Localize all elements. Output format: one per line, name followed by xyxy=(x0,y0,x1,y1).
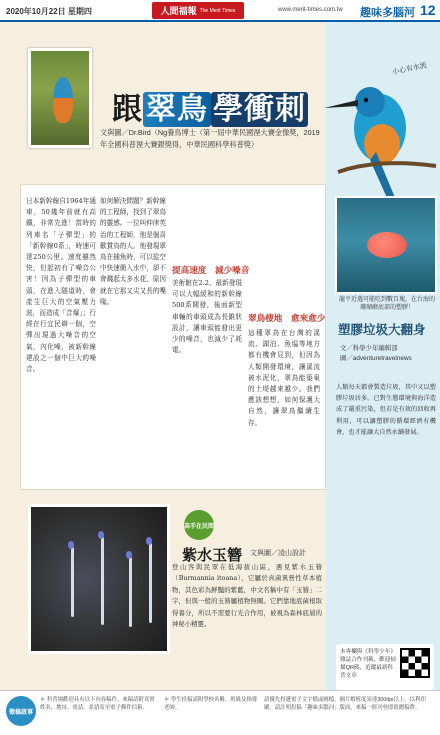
section-name: 趣味多腦河 xyxy=(360,7,415,19)
kingfisher-photo xyxy=(28,48,92,148)
subheading-habitat: 翠鳥棲地 愈來愈少 xyxy=(248,314,326,324)
qr-code-icon[interactable] xyxy=(400,648,430,678)
flower-bloom xyxy=(146,537,152,545)
reef-photo-caption: 龍平近遇可能吃到數百塊，在台海的珊瑚礁底部的塑膠！ xyxy=(338,297,435,311)
wildflower-byline: 文與圖／凌山設計 xyxy=(250,550,306,557)
footer-note-1: ＊ 科普園歡迎具有以下內容稿件，來稿請附真實姓名、地址、電話，並請寄至電子郵件信箱。 xyxy=(40,697,155,711)
wildflower-photo xyxy=(28,504,170,654)
bird-belly xyxy=(364,124,400,164)
kingfisher-figure xyxy=(53,77,73,123)
newspaper-logo[interactable] xyxy=(152,2,244,19)
flower-bloom xyxy=(126,551,132,559)
wildflower-title: 紫水玉簪 xyxy=(182,546,243,564)
feature-byline: 文與圖／Dr.Bird（Ng養鳥博士（第一屆中華民國溼大賽金像獎，2019年全國科普溼大賽銀獎得，中華民國科學科普獎） xyxy=(100,128,320,149)
page-header xyxy=(0,0,440,22)
issue-date: 2020年10月22日 星期四 xyxy=(6,7,92,16)
article-column-2: 如何解決問題？新幹線的工程師，找到了翠鳥的靈感。一位叫仲津英治的工程師，他是個喜歡賞鳥的人。他發現翠鳥在捕魚時，可以從空中快速衝入水中，卻不會濺起太多水花，原因就在它那又尖又長的嘴喙。 xyxy=(100,197,166,306)
site-url[interactable]: www.merit-times.com.tw xyxy=(278,7,343,13)
submission-badge: 徵稿啟事 xyxy=(6,696,36,726)
qr-caption: 本專欄與《科學少年》雜誌合作刊載，歡迎掃描QR碼，追蹤最新科普文章 xyxy=(340,649,396,679)
bird-head xyxy=(355,87,385,117)
wildflower-badge: 高手在民間 xyxy=(184,510,214,540)
flower-stem xyxy=(149,543,152,623)
footer-note-2: ＊ 學生投稿請附學校名稱、班級及指導老師。 xyxy=(164,697,258,711)
article-column-1: 日本新幹線自1964年通車，50幾年前就有高鐵，非常先進！當時的列車名「子彈型」的「新幹線0系」，時速可達250公里。速度雖然快，但起初有了噪音公害！因為子彈型的車頭，在進入隧道時，會產生巨大的空氣壓力波，而造成「音爆」；行經在行宜民辯一個，空彈出現過大噪音的空氣，內化噪，被新幹線建設之一個中巨大的噪音。 xyxy=(26,197,96,374)
flower-bloom xyxy=(98,531,104,539)
article-column-4: 這種翠鳥在台灣的溪流、湖泊、魚塭等地方都有機會見到，但因為人類開發環境，讓溪流被水泥化，翠鳥能築巢的土堤越來越少。我們應該想想，如何保護大自然，讓翠鳥繼續生存。 xyxy=(248,329,320,427)
title-part-2: 翠鳥 xyxy=(143,92,211,127)
reef-photo xyxy=(335,196,437,294)
footer-note-3: 請優先投遞電子文字檔或圖檔，圖片解析度須達300dpi以上，以利印刷。請註明投稿「趣味多腦河」版面，來稿一經刊登即致贈稿費。 xyxy=(264,697,426,711)
bird-beak xyxy=(324,100,358,108)
flower-stem xyxy=(101,537,104,625)
flower-stem xyxy=(129,557,132,627)
flower-stem xyxy=(71,547,74,617)
article-column-3: 美術館在2.2、最新發現可以大幅緩和的新幹線500系開發，後面新型車輛的車頭成為長錐狀設計，讓車頭能發出更少的噪音，也減少了耗電。 xyxy=(172,279,242,355)
plastic-byline xyxy=(340,344,412,364)
speech-bubble: 小心有水流 xyxy=(391,62,428,77)
branch xyxy=(338,163,436,172)
page-number: 12 xyxy=(420,2,436,18)
plastic-byline-author: 文／科學少年編輯部 xyxy=(340,345,398,352)
plastic-body: 人類每天都會製造垃圾，其中又以塑膠垃圾居多。已對生態環境與海洋造成了嚴重污染，但若是有效的回收再利用，可以讓塑膠的循環經濟有機會，也才能讓大自然永續發展。 xyxy=(336,384,436,436)
fish-figure xyxy=(367,232,407,258)
bird-eye xyxy=(364,98,368,102)
feature-title xyxy=(112,84,308,128)
flower-bloom xyxy=(68,541,74,549)
logo-text-en: The Merit Times xyxy=(199,7,236,14)
title-part-1: 跟 xyxy=(112,92,143,127)
title-part-3: 學衝刺 xyxy=(213,92,306,127)
wildflower-body: 登山客與民眾在低海拔山區，遇見紫水玉簪（Burmannia itoana），它屬於真菌異營性草本植物，其色彩為鮮豔的紫藍，中文名稱中有「玉簪」二字，但與一般的玉簪屬植物無關。它們靠地底菌根取得養分，所以不需要行光合作用，被視為森林底層的神秘小精靈。 xyxy=(172,563,322,629)
plastic-title: 塑膠垃圾大翻身 xyxy=(338,322,426,337)
subheading-speed: 提高速度 減少噪音 xyxy=(172,266,250,276)
plastic-byline-image: 圖／adventuretravelnews xyxy=(340,355,412,362)
logo-text-cn: 人間福報 xyxy=(160,6,197,16)
